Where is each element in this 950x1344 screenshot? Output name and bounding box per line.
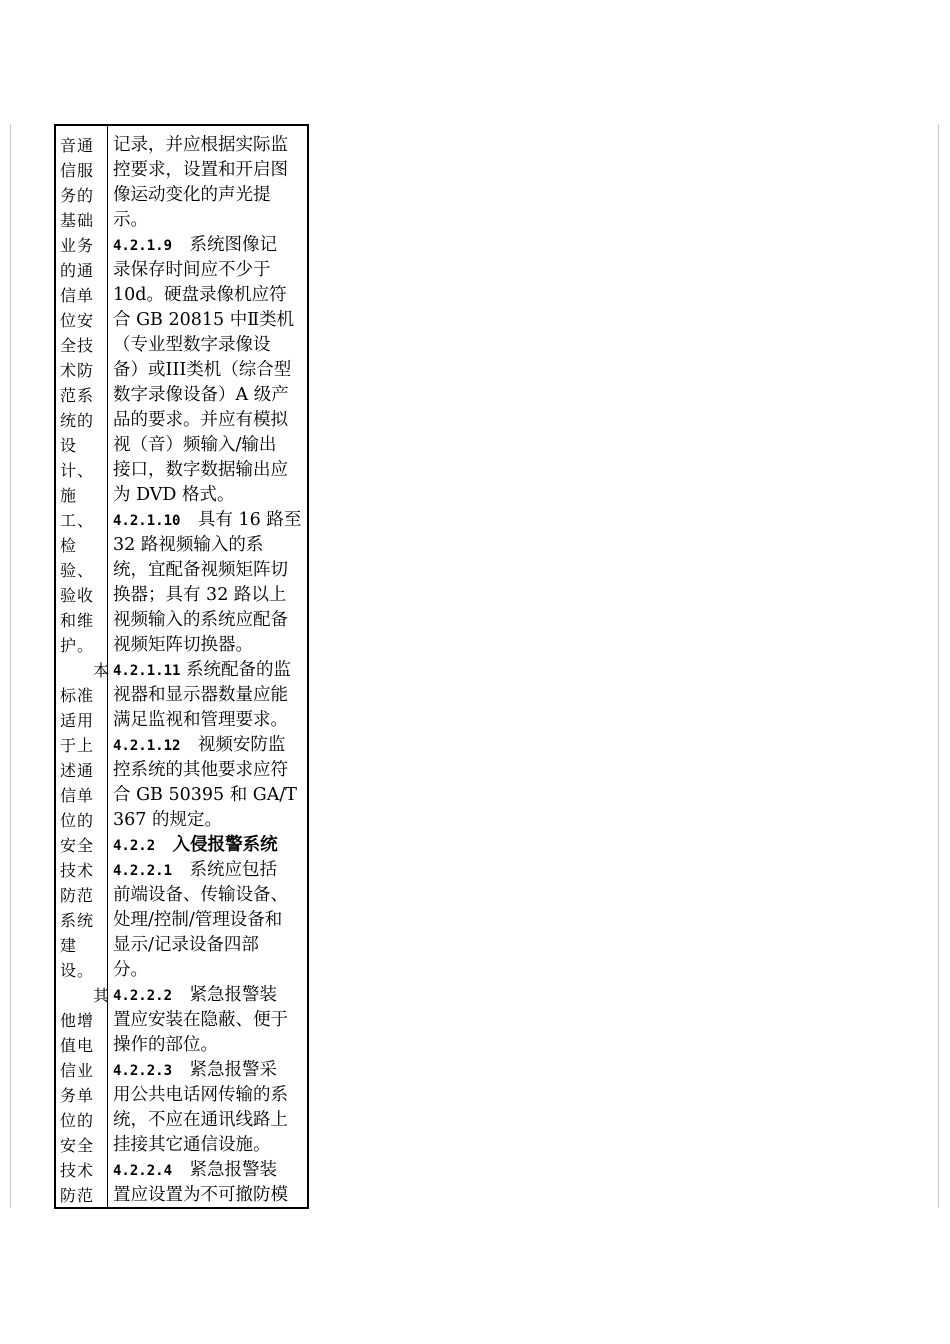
- clause-text: 控系统的其他要求应符: [113, 760, 288, 780]
- requirements-column: [109, 126, 307, 1207]
- scope-text-line: 技术: [60, 861, 95, 880]
- requirement-text-line: [113, 283, 309, 308]
- requirement-text-line: [113, 1033, 309, 1058]
- clause-text: 10d。硬盘录像机应符: [113, 285, 287, 305]
- clause-text: 处理/控制/管理设备和: [113, 910, 283, 930]
- requirement-text-line: [113, 1083, 309, 1108]
- section-heading-line: [113, 833, 309, 858]
- clause-text: 录保存时间应不少于: [113, 260, 271, 280]
- clause-text: 统，不应在通讯线路上: [113, 1110, 288, 1130]
- clause-text: 控要求，设置和开启图: [113, 160, 288, 180]
- clause-text: 数字录像设备）A 级产: [113, 385, 289, 405]
- scope-text-line: 位的: [60, 811, 95, 830]
- clause-text: 挂接其它通信设施。: [113, 1135, 271, 1155]
- requirement-text-line: [113, 158, 309, 183]
- scope-text-line: 检: [60, 536, 78, 555]
- clause-text: 系统图像记: [172, 235, 278, 255]
- scope-text-line: 其: [93, 986, 111, 1005]
- clause-text: 置应安装在隐蔽、便于: [113, 1010, 288, 1030]
- requirement-text-line: [113, 1058, 309, 1083]
- requirement-text-line: [113, 208, 309, 233]
- clause-text: 为 DVD 格式。: [113, 485, 235, 505]
- scope-text-line: 工、: [60, 511, 95, 530]
- scope-text-line: 位的: [60, 1111, 95, 1130]
- scope-text-line: 基础: [60, 211, 95, 230]
- scope-text-line: 业务: [60, 236, 95, 255]
- scope-text-line: 术防: [60, 361, 95, 380]
- clause-number: 4.2.2.3: [113, 1063, 173, 1079]
- scope-text-line: 本: [93, 661, 111, 680]
- clause-text: 视频安防监: [180, 735, 286, 755]
- requirement-text-line: [113, 358, 309, 383]
- requirement-text-line: [113, 758, 309, 783]
- clause-text: 示。: [113, 210, 148, 230]
- requirement-text-line: [113, 133, 309, 158]
- requirement-text-line: [113, 933, 309, 958]
- requirement-text-line: [113, 883, 309, 908]
- clause-text: 紧急报警采: [172, 1060, 278, 1080]
- clause-text: 系统应包括: [172, 860, 278, 880]
- scope-text-line: 建: [60, 936, 78, 955]
- clause-number: 4.2.1.10: [113, 513, 181, 529]
- requirement-text-line: [113, 508, 309, 533]
- requirement-text-line: [113, 958, 309, 983]
- scope-text-line: 设: [60, 436, 78, 455]
- section-heading-text: 入侵报警系统: [155, 835, 278, 855]
- clause-text: 置应设置为不可撤防模: [113, 1185, 288, 1205]
- clause-text: 视（音）频输入/输出: [113, 435, 277, 455]
- clause-text: 367 的规定。: [113, 810, 222, 830]
- scope-text-line: 述通: [60, 761, 95, 780]
- requirement-text-line: [113, 233, 309, 258]
- requirement-text-line: [113, 808, 309, 833]
- requirement-text-line: [113, 308, 309, 333]
- scope-text-line: 标准: [60, 686, 95, 705]
- requirement-text-line: [113, 1108, 309, 1133]
- requirement-text-line: [113, 983, 309, 1008]
- scope-text-line: 和维: [60, 611, 95, 630]
- clause-number: 4.2.1.9: [113, 238, 173, 254]
- scope-text-line: 施: [60, 486, 78, 505]
- scope-text-line: 统的: [60, 411, 95, 430]
- clause-text: 系统配备的监: [180, 660, 291, 680]
- requirement-text-line: [113, 708, 309, 733]
- scope-text-line: 务单: [60, 1086, 95, 1105]
- page-margin-rule-left: [10, 124, 11, 1208]
- requirement-text-line: [113, 1183, 309, 1208]
- clause-number: 4.2.2.4: [113, 1163, 173, 1179]
- clause-number: 4.2.2: [113, 838, 156, 854]
- clause-text: 品的要求。并应有模拟: [113, 410, 288, 430]
- scope-text-line: 设。: [60, 961, 95, 980]
- requirement-text-line: [113, 858, 309, 883]
- scope-text-line: 安全: [60, 836, 95, 855]
- clause-text: 操作的部位。: [113, 1035, 218, 1055]
- requirement-text-line: [113, 483, 309, 508]
- clause-text: 具有 16 路至: [180, 510, 302, 530]
- requirement-text-line: [113, 383, 309, 408]
- requirement-text-line: [113, 733, 309, 758]
- requirement-text-line: [113, 558, 309, 583]
- scope-text-line: 值电: [60, 1036, 95, 1055]
- requirement-text-line: [113, 608, 309, 633]
- scope-text-line: 信单: [60, 786, 95, 805]
- scope-column: [56, 126, 111, 1207]
- clause-text: 显示/记录设备四部: [113, 935, 259, 955]
- clause-text: 用公共电话网传输的系: [113, 1085, 288, 1105]
- clause-text: 合 GB 20815 中Ⅱ类机: [113, 310, 295, 330]
- scope-text-line: 信服: [60, 161, 95, 180]
- requirement-text-line: [113, 1008, 309, 1033]
- requirement-text-line: [113, 183, 309, 208]
- clause-number: 4.2.1.11: [113, 663, 181, 679]
- clause-text: 视频矩阵切换器。: [113, 635, 253, 655]
- requirement-text-line: [113, 583, 309, 608]
- scope-text-line: 防范: [60, 1186, 95, 1205]
- scope-text-line: 验收: [60, 586, 95, 605]
- clause-number: 4.2.2.1: [113, 863, 173, 879]
- clause-text: 满足监视和管理要求。: [113, 710, 288, 730]
- requirement-text-line: [113, 1158, 309, 1183]
- requirement-text-line: [113, 433, 309, 458]
- requirement-text-line: [113, 683, 309, 708]
- scope-text-line: 全技: [60, 336, 95, 355]
- requirement-text-line: [113, 783, 309, 808]
- scope-text-line: 计、: [60, 461, 95, 480]
- requirement-text-line: [113, 658, 309, 683]
- scope-text-line: 信单: [60, 286, 95, 305]
- scope-text-line: 护。: [60, 636, 95, 655]
- requirement-text-line: [113, 633, 309, 658]
- clause-text: 统，宜配备视频矩阵切: [113, 560, 288, 580]
- clause-text: 紧急报警装: [172, 985, 278, 1005]
- clause-text: 换器；具有 32 路以上: [113, 585, 287, 605]
- clause-text: 接口，数字数据输出应: [113, 460, 288, 480]
- clause-text: 合 GB 50395 和 GA/T: [113, 785, 297, 805]
- scope-text-line: 位安: [60, 311, 95, 330]
- clause-number: 4.2.2.2: [113, 988, 173, 1004]
- clause-text: 记录，并应根据实际监: [113, 135, 288, 155]
- requirement-text-line: [113, 458, 309, 483]
- requirement-text-line: [113, 533, 309, 558]
- clause-text: 前端设备、传输设备、: [113, 885, 288, 905]
- requirement-text-line: [113, 333, 309, 358]
- scope-text-line: 于上: [60, 736, 95, 755]
- clause-number: 4.2.1.12: [113, 738, 181, 754]
- clause-text: 视频输入的系统应配备: [113, 610, 288, 630]
- requirement-text-line: [113, 258, 309, 283]
- clause-text: （专业型数字录像设: [113, 335, 271, 355]
- scope-text-line: 技术: [60, 1161, 95, 1180]
- requirement-text-line: [113, 1133, 309, 1158]
- scope-text-line: 信业: [60, 1061, 95, 1080]
- clause-text: 32 路视频输入的系: [113, 535, 264, 555]
- clause-text: 备）或III类机（综合型: [113, 360, 292, 380]
- clause-text: 像运动变化的声光提: [113, 185, 271, 205]
- scope-text-line: 安全: [60, 1136, 95, 1155]
- scope-text-line: 他增: [60, 1011, 95, 1030]
- scope-text-line: 的通: [60, 261, 95, 280]
- requirement-text-line: [113, 408, 309, 433]
- clause-text: 视器和显示器数量应能: [113, 685, 288, 705]
- scope-text-line: 范系: [60, 386, 95, 405]
- scope-text-line: 防范: [60, 886, 95, 905]
- page-margin-rule-right: [938, 124, 939, 1208]
- requirement-text-line: [113, 908, 309, 933]
- scope-text-line: 系统: [60, 911, 95, 930]
- scope-text-line: 验、: [60, 561, 95, 580]
- scope-text-line: 务的: [60, 186, 95, 205]
- clause-text: 紧急报警装: [172, 1160, 278, 1180]
- clause-text: 分。: [113, 960, 148, 980]
- scope-text-line: 适用: [60, 711, 95, 730]
- standards-table: [54, 124, 309, 1209]
- scope-text-line: 音通: [60, 136, 95, 155]
